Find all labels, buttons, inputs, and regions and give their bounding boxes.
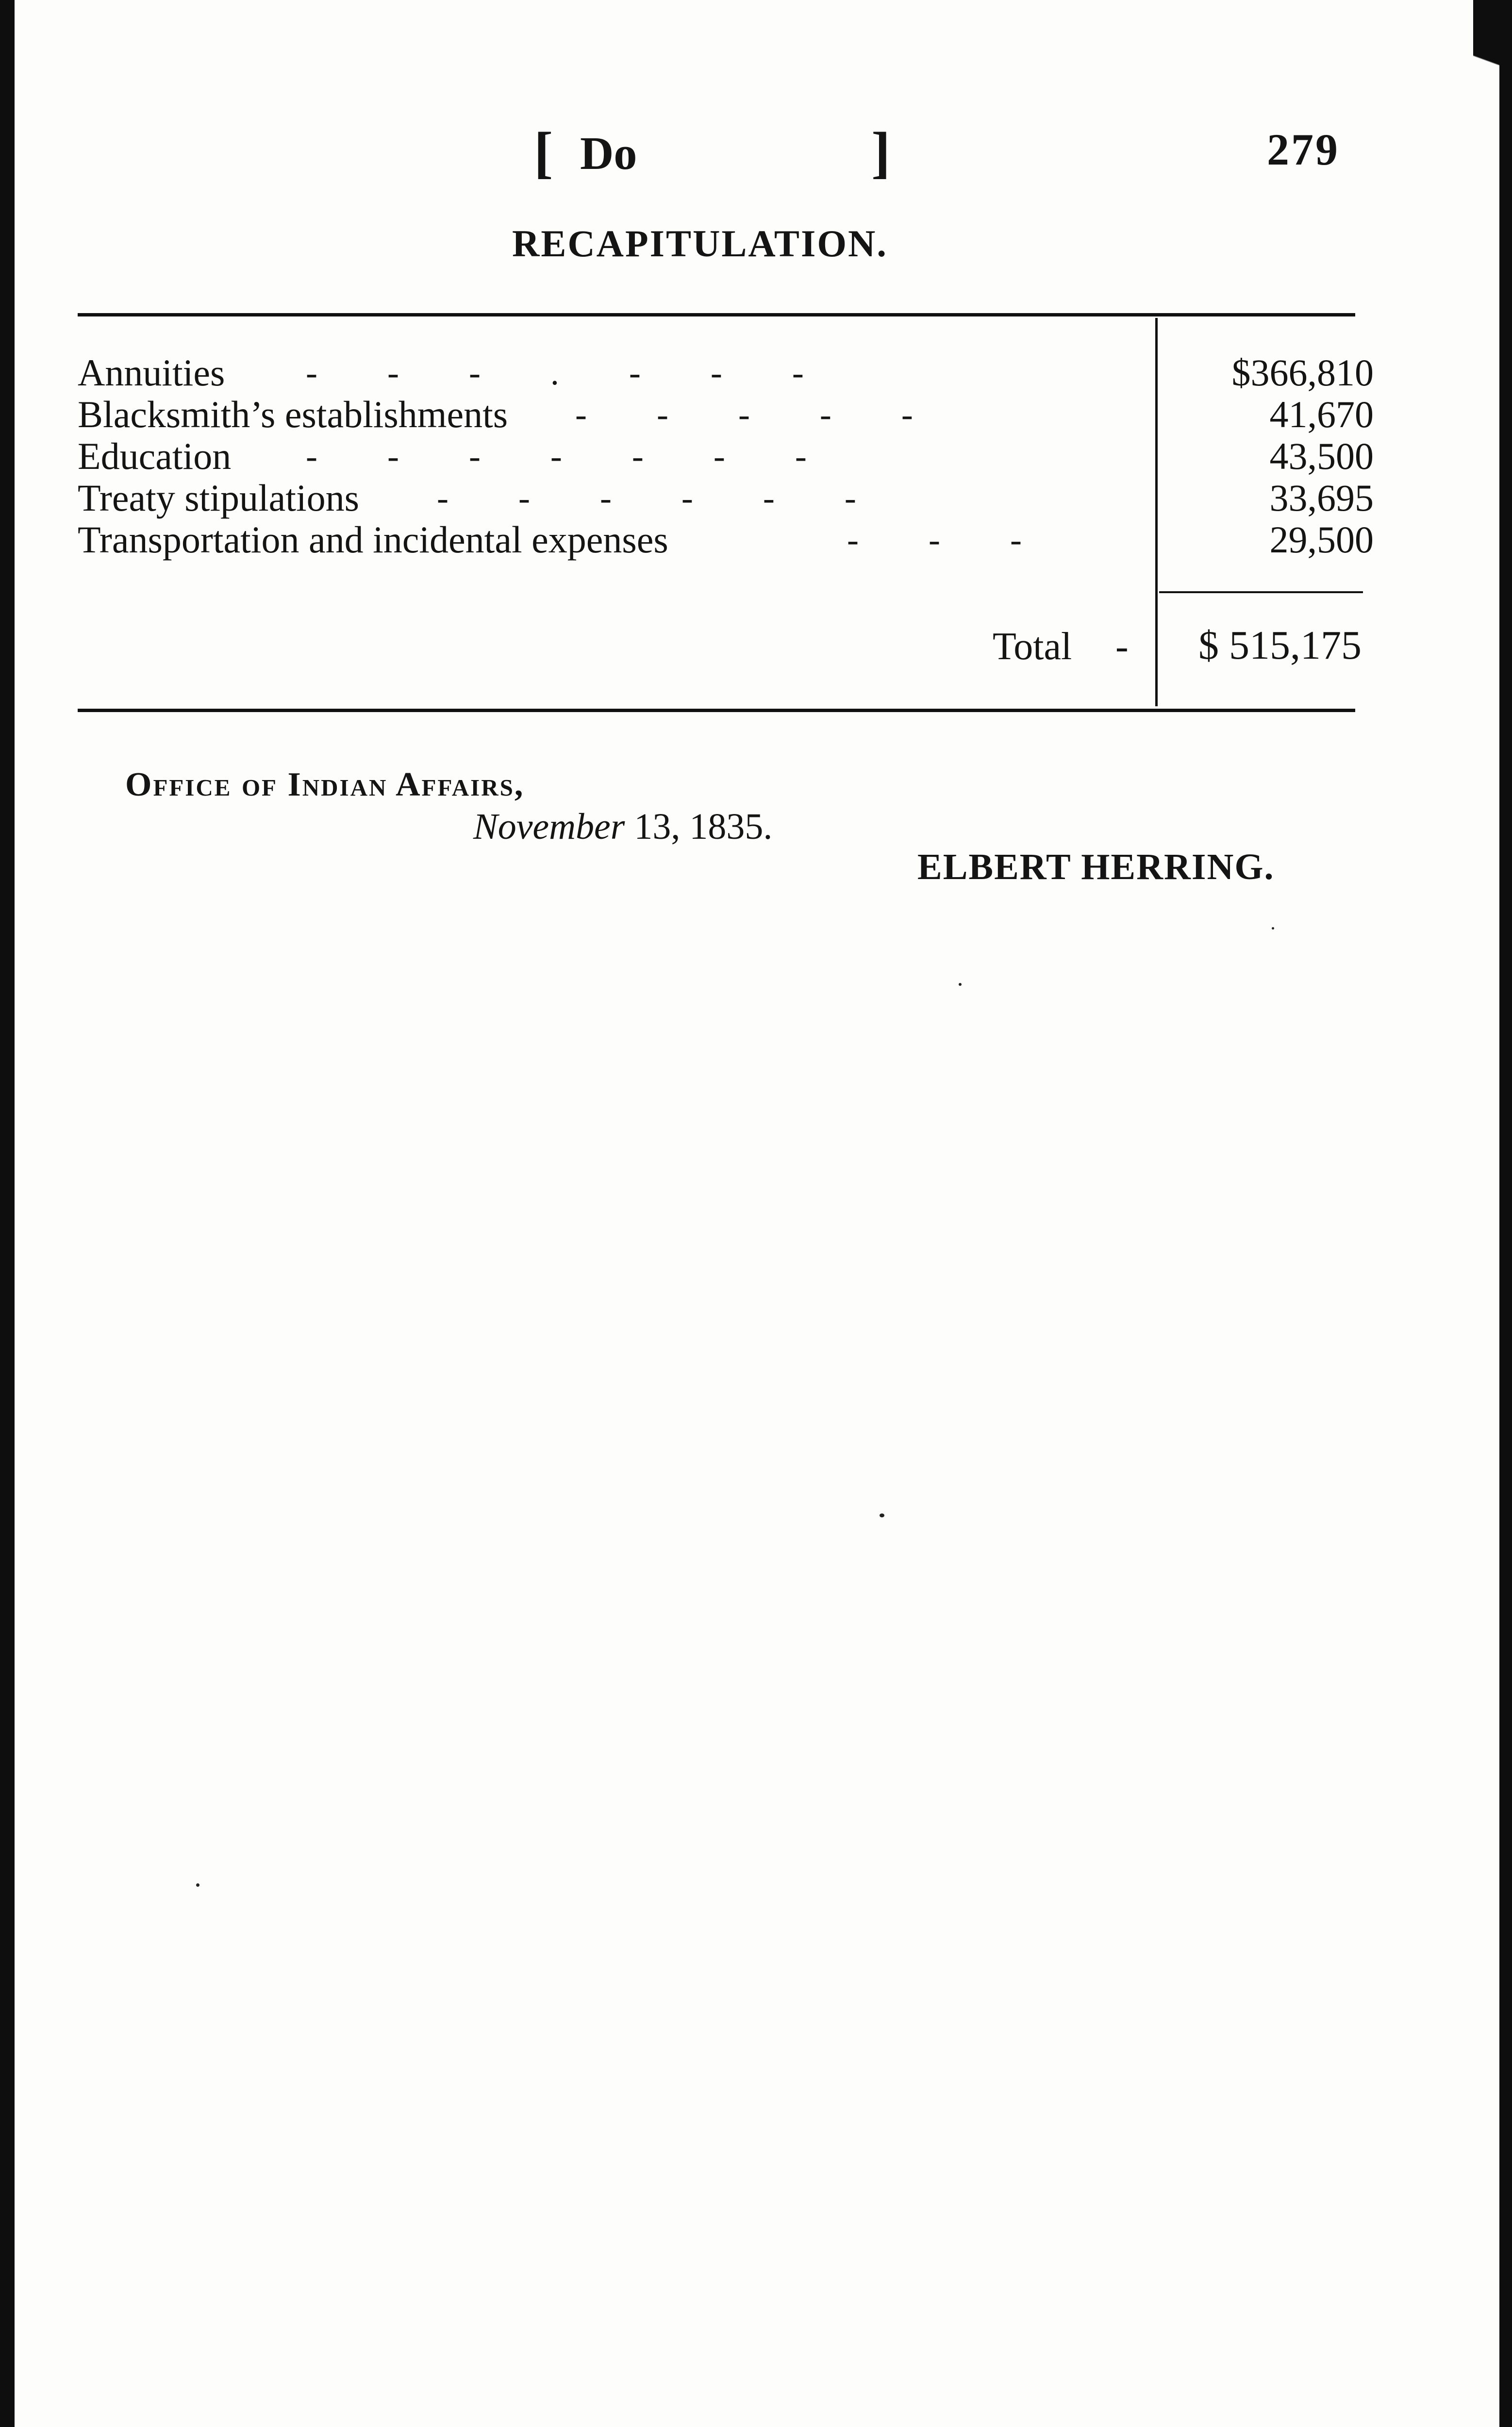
total-rule xyxy=(1159,591,1363,593)
row-amount: 33,695 xyxy=(1269,477,1374,519)
table-row xyxy=(78,351,1374,394)
leader-dashes: - - - - - xyxy=(575,395,913,434)
table-bottom-rule xyxy=(78,709,1355,712)
table-row xyxy=(78,393,1374,435)
total-label: Total xyxy=(993,625,1072,668)
scan-speck xyxy=(880,1513,884,1517)
row-amount: $366,810 xyxy=(1231,351,1374,394)
recapitulation-table xyxy=(78,351,1374,561)
office-line: Office of Indian Affairs, xyxy=(125,766,525,803)
table-top-rule xyxy=(78,313,1355,316)
date-rest: 13, 1835. xyxy=(625,806,773,847)
header-bracket-open: [ xyxy=(534,120,553,184)
page-number: 279 xyxy=(1267,125,1340,174)
row-label: Annuities xyxy=(78,351,225,394)
row-label: Treaty stipulations xyxy=(78,477,359,519)
total-dash: - xyxy=(1115,625,1129,668)
scan-edge-right xyxy=(1499,0,1512,2427)
leader-dashes: - - - - - - - xyxy=(306,437,807,476)
row-amount: 41,670 xyxy=(1269,393,1374,435)
scan-edge-left xyxy=(0,0,15,2427)
table-row xyxy=(78,435,1374,477)
scan-speck xyxy=(959,983,962,986)
scan-edge-corner xyxy=(1473,0,1512,112)
signature: ELBERT HERRING. xyxy=(917,847,1275,887)
date-line xyxy=(473,808,772,845)
header-bracket-close: ] xyxy=(871,120,891,184)
total-amount: $ 515,175 xyxy=(1198,623,1362,668)
leader-dashes: - - - xyxy=(847,520,1022,559)
leader-dashes: - - - . - - - xyxy=(306,353,804,392)
scan-speck xyxy=(196,1883,199,1887)
row-amount: 29,500 xyxy=(1269,518,1374,561)
scan-speck xyxy=(1272,927,1274,930)
row-label: Education xyxy=(78,435,232,477)
row-label: Blacksmith’s establishments xyxy=(78,393,508,435)
table-row xyxy=(78,518,1374,561)
section-title: RECAPITULATION. xyxy=(512,222,888,265)
table-row xyxy=(78,477,1374,519)
leader-dashes: - - - - - - xyxy=(437,479,856,517)
header-title: Do xyxy=(580,127,637,179)
row-amount: 43,500 xyxy=(1269,435,1374,477)
row-label: Transportation and incidental expenses xyxy=(78,518,668,561)
date-month: November xyxy=(473,806,625,847)
